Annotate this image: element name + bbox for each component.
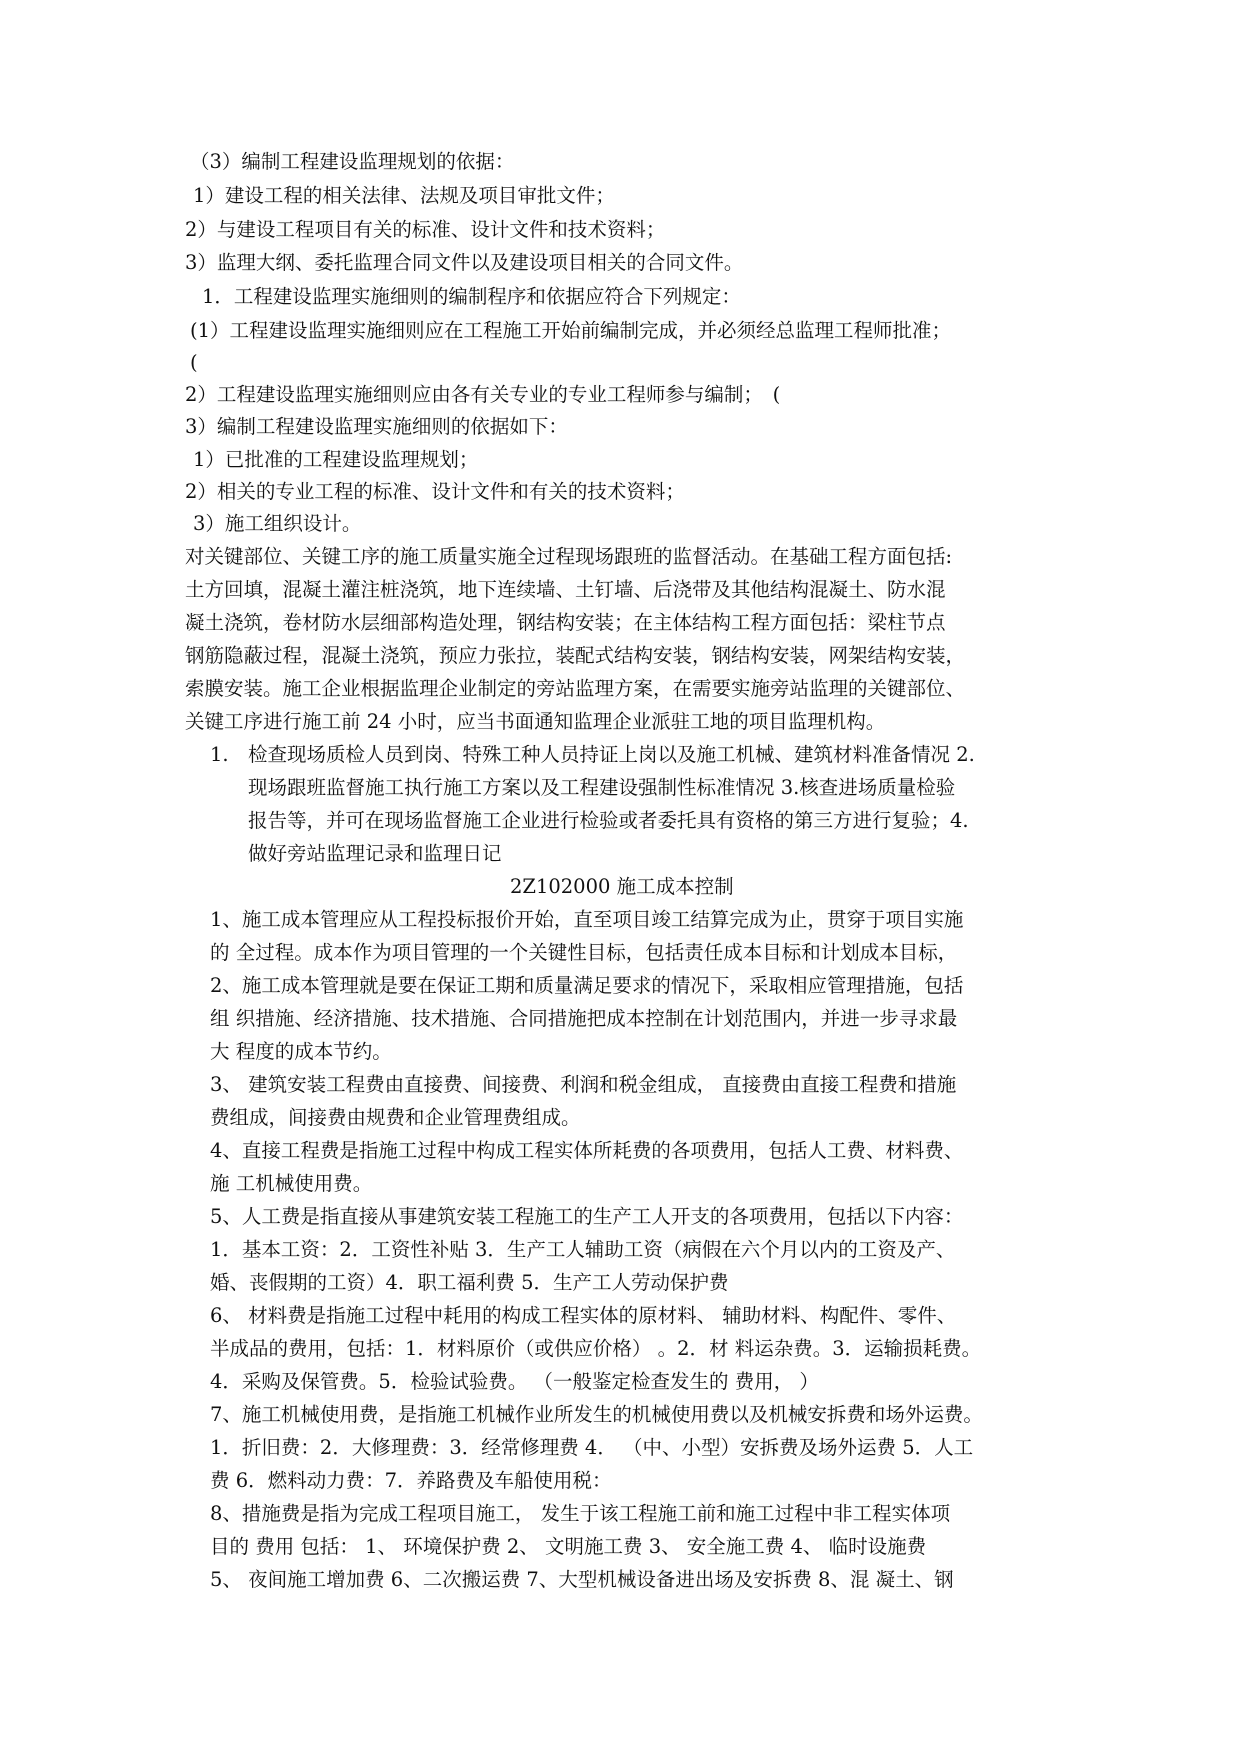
text-line: 费 6．燃料动力费：7．养路费及车船使用税：	[210, 1469, 612, 1492]
text-line: 3）施工组织设计。	[193, 512, 362, 535]
text-line: 6、 材料费是指施工过程中耗用的构成工程实体的原材料、 辅助材料、构配件、零件、	[210, 1304, 957, 1327]
text-line: 1）已批准的工程建设监理规划；	[193, 448, 479, 471]
text-line: 1．工程建设监理实施细则的编制程序和依据应符合下列规定：	[202, 285, 741, 308]
text-line: 3）监理大纲、委托监理合同文件以及建设项目相关的合同文件。	[185, 251, 744, 274]
text-line: 2、施工成本管理就是要在保证工期和质量满足要求的情况下，采取相应管理措施，包括	[210, 974, 964, 997]
text-line: 1、施工成本管理应从工程投标报价开始，直至项目竣工结算完成为止，贯穿于项目实施	[210, 908, 964, 931]
text-line: 费组成，间接费由规费和企业管理费组成。	[210, 1106, 581, 1129]
text-line: 检查现场质检人员到岗、特殊工种人员持证上岗以及施工机械、建筑材料准备情况 2.	[248, 743, 975, 766]
text-line: 2）工程建设监理实施细则应由各有关专业的专业工程师参与编制； (	[185, 383, 781, 406]
text-line: 1）建设工程的相关法律、法规及项目审批文件；	[193, 184, 615, 207]
list-number: 1.	[210, 743, 229, 766]
text-line: 3）编制工程建设监理实施细则的依据如下：	[185, 415, 568, 438]
text-line: （3）编制工程建设监理规划的依据：	[190, 150, 515, 173]
text-line: 半成品的费用，包括：1．材料原价（或供应价格） 。2．材 料运杂费。3．运输损耗费。	[210, 1337, 982, 1360]
text-line: 1．折旧费：2．大修理费：3．经常修理费 4． （中、小型）安拆费及场外运费 5．人工	[210, 1436, 974, 1459]
text-line: 凝土浇筑，卷材防水层细部构造处理，钢结构安装；在主体结构工程方面包括：梁柱节点	[185, 611, 946, 634]
text-line: 1．基本工资：2．工资性补贴 3．生产工人辅助工资（病假在六个月以内的工资及产、	[210, 1238, 956, 1261]
text-line: 目的 费用 包括： 1、 环境保护费 2、 文明施工费 3、 安全施工费 4、 临时设施费	[210, 1535, 927, 1558]
text-line: 4、直接工程费是指施工过程中构成工程实体所耗费的各项费用，包括人工费、材料费、	[210, 1139, 964, 1162]
text-line: (1）工程建设监理实施细则应在工程施工开始前编制完成，并必须经总监理工程师批准；	[190, 319, 952, 342]
text-line: 索膜安装。施工企业根据监理企业制定的旁站监理方案，在需要实施旁站监理的关键部位、	[185, 677, 966, 700]
text-line: 大 程度的成本节约。	[210, 1040, 392, 1063]
text-line: 5、 夜间施工增加费 6、二次搬运费 7、大型机械设备进出场及安拆费 8、混 凝土、钢	[210, 1568, 954, 1591]
text-line: (	[190, 351, 198, 374]
text-line: 婚、丧假期的工资）4．职工福利费 5．生产工人劳动保护费	[210, 1271, 729, 1294]
text-line: 7、施工机械使用费，是指施工机械作业所发生的机械使用费以及机械安拆费和场外运费。	[210, 1403, 983, 1426]
text-line: 关键工序进行施工前 24 小时，应当书面通知监理企业派驻工地的项目监理机构。	[185, 710, 886, 733]
text-line: 2）与建设工程项目有关的标准、设计文件和技术资料；	[185, 218, 666, 241]
text-line: 钢筋隐蔽过程，混凝土浇筑，预应力张拉，装配式结构安装，钢结构安装，网架结构安装，	[185, 644, 966, 667]
text-line: 土方回填，混凝土灌注桩浇筑，地下连续墙、土钉墙、后浇带及其他结构混凝土、防水混	[185, 578, 946, 601]
text-line: 3、 建筑安装工程费由直接费、间接费、利润和税金组成， 直接费由直接工程费和措施	[210, 1073, 957, 1096]
text-line: 现场跟班监督施工执行施工方案以及工程建设强制性标准情况 3.核查进场质量检验	[248, 776, 956, 799]
text-line: 8、措施费是指为完成工程项目施工， 发生于该工程施工前和施工过程中非工程实体项	[210, 1502, 951, 1525]
text-line: 4．采购及保管费。5．检验试验费。 （一般鉴定检查发生的 费用， ）	[210, 1370, 819, 1393]
text-line: 2）相关的专业工程的标准、设计文件和有关的技术资料；	[185, 480, 685, 503]
text-line: 的 全过程。成本作为项目管理的一个关键性目标，包括责任成本目标和计划成本目标，	[210, 941, 958, 964]
text-line: 对关键部位、关键工序的施工质量实施全过程现场跟班的监督活动。在基础工程方面包括:	[185, 545, 953, 568]
text-line: 组 织措施、经济措施、技术措施、合同措施把成本控制在计划范围内，并进一步寻求最	[210, 1007, 958, 1030]
text-line: 报告等，并可在现场监督施工企业进行检验或者委托具有资格的第三方进行复验；4.	[248, 809, 969, 832]
text-line: 施 工机械使用费。	[210, 1172, 373, 1195]
text-line: 5、人工费是指直接从事建筑安装工程施工的生产工人开支的各项费用，包括以下内容：	[210, 1205, 964, 1228]
text-line: 做好旁站监理记录和监理日记	[248, 842, 502, 865]
section-heading: 2Z102000 施工成本控制	[510, 875, 734, 898]
